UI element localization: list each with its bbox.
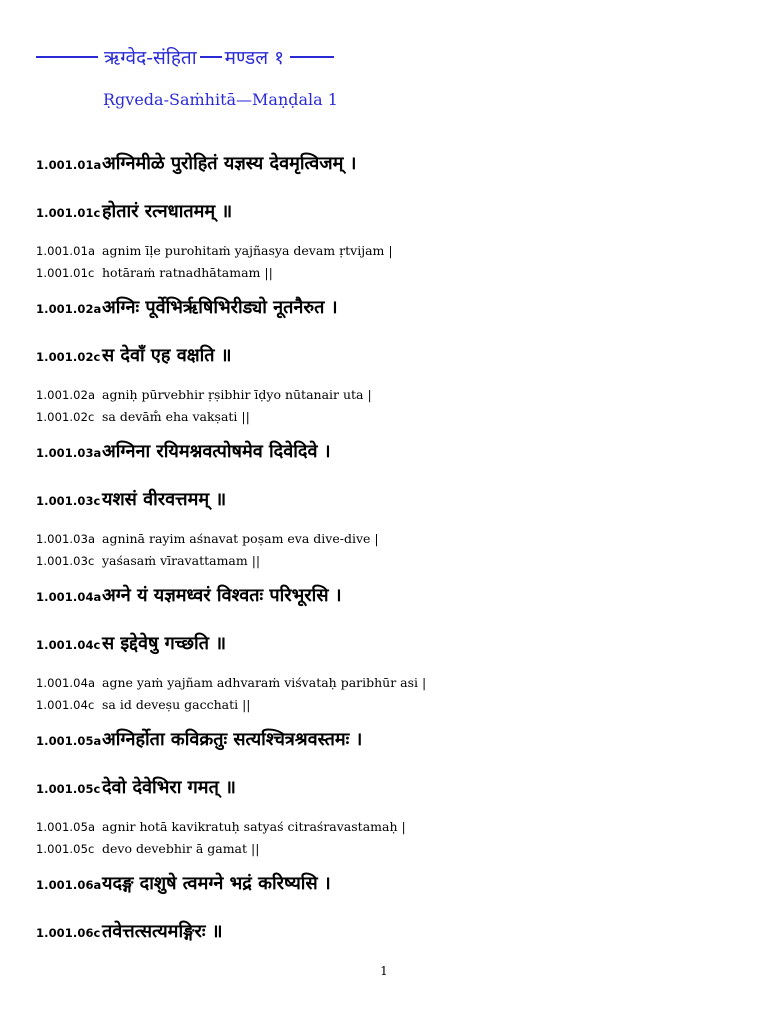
transliteration-text: agne yaṁ yajñam adhvaraṁ viśvataḥ paribhūr asi | xyxy=(102,675,427,690)
transliteration-text: agniḥ pūrvebhir ṛṣibhir īḍyo nūtanair uta | xyxy=(102,387,372,402)
verse-list xyxy=(36,140,736,956)
devanagari-title: ऋग्वेद-संहिता xyxy=(104,47,197,69)
transliteration-text: agnim īḷe purohitaṁ yajñasya devam ṛtvijam | xyxy=(102,243,393,258)
devanagari-line xyxy=(36,572,736,620)
transliteration-text: agnir hotā kavikratuḥ satyaś citraśravastamaḥ | xyxy=(102,819,406,834)
verse-reference: 1.001.05c xyxy=(36,782,101,796)
transliteration-line xyxy=(36,528,736,550)
devanagari-text: यदङ्ग दाशुषे त्वमग्ने भद्रं करिष्यसि । xyxy=(102,873,331,894)
devanagari-text: देवो देवेभिरा गमत् ॥ xyxy=(102,777,236,798)
devanagari-text: अग्निर्होता कविक्रतुः सत्यश्चित्रश्रवस्तमः । xyxy=(102,729,363,750)
devanagari-line xyxy=(36,428,736,476)
verse-reference: 1.001.03a xyxy=(36,532,96,546)
heading-rule-right xyxy=(290,56,334,58)
devanagari-line xyxy=(36,140,736,188)
transliteration-line xyxy=(36,262,736,284)
verse-reference: 1.001.06a xyxy=(36,878,102,892)
verse-reference: 1.001.02a xyxy=(36,302,102,316)
verse-reference: 1.001.04c xyxy=(36,638,101,652)
verse-reference: 1.001.02a xyxy=(36,388,96,402)
devanagari-text: होतारं रत्नधातमम् ॥ xyxy=(102,201,233,222)
devanagari-text: स इद्देवेषु गच्छति ॥ xyxy=(102,633,227,654)
verse-reference: 1.001.06c xyxy=(36,926,101,940)
devanagari-line xyxy=(36,332,736,380)
devanagari-text: अग्निमीळे पुरोहितं यज्ञस्य देवमृत्विजम् । xyxy=(102,153,357,174)
devanagari-mandala: मण्डल १ xyxy=(224,47,285,69)
verse-reference: 1.001.04a xyxy=(36,676,96,690)
verse-reference: 1.001.05c xyxy=(36,842,95,856)
verse-reference: 1.001.02c xyxy=(36,350,101,364)
devanagari-text: तवेत्तत्सत्यमङ्गिरः ॥ xyxy=(102,921,223,942)
devanagari-line xyxy=(36,188,736,236)
devanagari-heading xyxy=(36,44,378,70)
page-number: 1 xyxy=(380,964,388,978)
transliteration-text: yaśasaṁ vīravattamam || xyxy=(102,553,261,568)
verse-reference: 1.001.02c xyxy=(36,410,95,424)
devanagari-line xyxy=(36,620,736,668)
transliteration-line xyxy=(36,240,736,262)
devanagari-line xyxy=(36,476,736,524)
transliteration-text: sa id deveṣu gacchati || xyxy=(102,697,251,712)
transliteration-text: sa devām̐ eha vakṣati || xyxy=(102,409,250,424)
verse-reference: 1.001.01c xyxy=(36,206,101,220)
devanagari-text: अग्निना रयिमश्नवत्पोषमेव दिवेदिवे । xyxy=(102,441,331,462)
transliteration-line xyxy=(36,406,736,428)
transliteration-line xyxy=(36,694,736,716)
verse-reference: 1.001.05a xyxy=(36,820,96,834)
verse-reference: 1.001.03a xyxy=(36,446,102,460)
devanagari-line xyxy=(36,284,736,332)
transliteration-line xyxy=(36,672,736,694)
heading-rule-left xyxy=(36,56,98,58)
verse-reference: 1.001.05a xyxy=(36,734,102,748)
verse-reference: 1.001.04a xyxy=(36,590,102,604)
verse-reference: 1.001.01c xyxy=(36,266,95,280)
verse-reference: 1.001.03c xyxy=(36,494,101,508)
verse-reference: 1.001.04c xyxy=(36,698,95,712)
transliteration-text: hotāraṁ ratnadhātamam || xyxy=(102,265,273,280)
transliteration-line xyxy=(36,550,736,572)
devanagari-text: अग्ने यं यज्ञमध्वरं विश्वतः परिभूरसि । xyxy=(102,585,342,606)
verse-reference: 1.001.01a xyxy=(36,158,102,172)
verse-reference: 1.001.01a xyxy=(36,244,96,258)
devanagari-text: स देवाँ एह वक्षति ॥ xyxy=(102,345,232,366)
devanagari-line xyxy=(36,860,736,908)
transliteration-line xyxy=(36,816,736,838)
devanagari-text: अग्निः पूर्वेभिर्ऋषिभिरीड्यो नूतनैरुत । xyxy=(102,297,338,318)
transliteration-line xyxy=(36,838,736,860)
latin-title: Ṛgveda-Saṁhitā—Maṇḍala 1 xyxy=(103,90,338,109)
devanagari-line xyxy=(36,764,736,812)
devanagari-line xyxy=(36,908,736,956)
devanagari-text: यशसं वीरवत्तमम् ॥ xyxy=(102,489,227,510)
verse-reference: 1.001.03c xyxy=(36,554,95,568)
transliteration-text: devo devebhir ā gamat || xyxy=(102,841,260,856)
devanagari-line xyxy=(36,716,736,764)
transliteration-line xyxy=(36,384,736,406)
heading-rule-middle xyxy=(200,56,222,58)
transliteration-text: agninā rayim aśnavat poṣam eva dive-dive | xyxy=(102,531,379,546)
